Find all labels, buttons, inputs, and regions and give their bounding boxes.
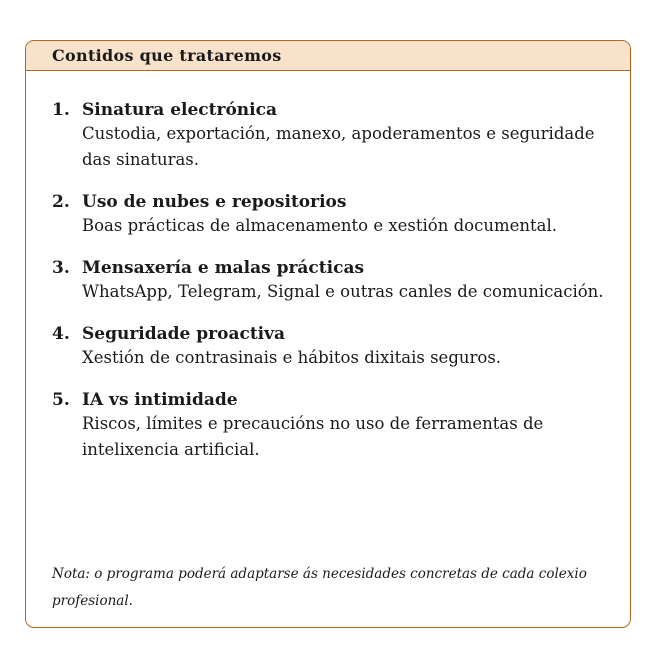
item-heading bbox=[52, 99, 612, 121]
item-heading bbox=[52, 323, 612, 345]
item-title: Seguridade proactiva bbox=[82, 324, 286, 344]
item-description: Riscos, límites e precaucións no uso de ferramentas de intelixencia artificial. bbox=[82, 414, 544, 459]
contents-list bbox=[52, 99, 612, 481]
item-number: 1. bbox=[52, 100, 70, 120]
item-number: 2. bbox=[52, 192, 70, 212]
item-heading bbox=[52, 191, 612, 213]
item-description: WhatsApp, Telegram, Signal e outras canles de comunicación. bbox=[82, 282, 604, 301]
list-item bbox=[52, 389, 612, 463]
item-description: Custodia, exportación, manexo, apoderamentos e seguridade das sinaturas. bbox=[82, 124, 595, 169]
item-title: Uso de nubes e repositorios bbox=[82, 192, 347, 212]
program-note: Nota: o programa poderá adaptarse ás necesidades concretas de cada colexio profesional. bbox=[52, 566, 587, 609]
item-number: 3. bbox=[52, 258, 70, 278]
list-item bbox=[52, 99, 612, 173]
list-item bbox=[52, 257, 612, 305]
item-heading bbox=[52, 389, 612, 411]
item-number: 5. bbox=[52, 390, 70, 410]
item-description: Boas prácticas de almacenamento e xestión documental. bbox=[82, 216, 557, 235]
box-title: Contidos que trataremos bbox=[26, 41, 630, 71]
list-item bbox=[52, 191, 612, 239]
item-heading bbox=[52, 257, 612, 279]
item-title: Mensaxería e malas prácticas bbox=[82, 258, 365, 278]
item-description: Xestión de contrasinais e hábitos dixitais seguros. bbox=[82, 348, 502, 367]
contents-box bbox=[25, 40, 631, 628]
item-title: IA vs intimidade bbox=[82, 390, 238, 410]
item-title: Sinatura electrónica bbox=[82, 100, 277, 120]
list-item bbox=[52, 323, 612, 371]
item-number: 4. bbox=[52, 324, 70, 344]
